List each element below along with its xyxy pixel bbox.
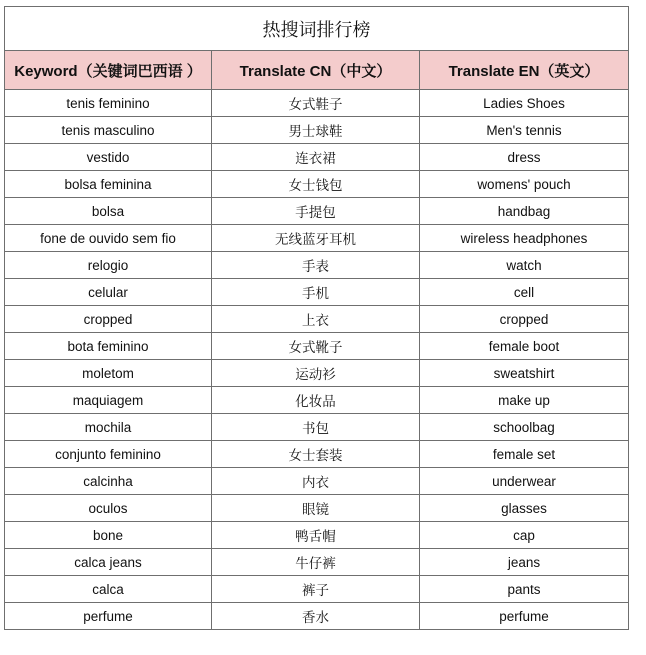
keyword-cell: fone de ouvido sem fio: [5, 225, 212, 252]
translate-en-cell: handbag: [420, 198, 629, 225]
translate-en-cell: Ladies Shoes: [420, 90, 629, 117]
translate-cn-cell: 无线蓝牙耳机: [212, 225, 420, 252]
translate-cn-cell: 化妆品: [212, 387, 420, 414]
translate-en-cell: perfume: [420, 603, 629, 630]
keyword-cell: calca jeans: [5, 549, 212, 576]
translate-cn-cell: 牛仔裤: [212, 549, 420, 576]
table-row: [5, 522, 629, 549]
keyword-cell: celular: [5, 279, 212, 306]
table-row: [5, 225, 629, 252]
keyword-cell: relogio: [5, 252, 212, 279]
translate-cn-cell: 女士套装: [212, 441, 420, 468]
column-header-translate-en: Translate EN（英文）: [420, 51, 629, 90]
keyword-cell: moletom: [5, 360, 212, 387]
translate-cn-cell: 眼镜: [212, 495, 420, 522]
table-row: [5, 252, 629, 279]
keyword-ranking-table: [4, 6, 629, 630]
keyword-cell: cropped: [5, 306, 212, 333]
keyword-cell: calcinha: [5, 468, 212, 495]
table-row: [5, 441, 629, 468]
table-row: [5, 144, 629, 171]
translate-en-cell: cropped: [420, 306, 629, 333]
keyword-cell: bolsa feminina: [5, 171, 212, 198]
translate-en-cell: schoolbag: [420, 414, 629, 441]
keyword-cell: tenis feminino: [5, 90, 212, 117]
table-row: [5, 549, 629, 576]
table-row: [5, 171, 629, 198]
table-row: [5, 603, 629, 630]
keyword-cell: vestido: [5, 144, 212, 171]
translate-en-cell: cell: [420, 279, 629, 306]
translate-en-cell: dress: [420, 144, 629, 171]
table-title-row: [5, 7, 629, 51]
translate-en-cell: Men's tennis: [420, 117, 629, 144]
keyword-cell: calca: [5, 576, 212, 603]
translate-cn-cell: 女式靴子: [212, 333, 420, 360]
table-row: [5, 306, 629, 333]
table-row: [5, 495, 629, 522]
table-row: [5, 576, 629, 603]
translate-en-cell: female set: [420, 441, 629, 468]
table-body: [5, 90, 629, 630]
translate-cn-cell: 鸭舌帽: [212, 522, 420, 549]
translate-en-cell: watch: [420, 252, 629, 279]
translate-en-cell: make up: [420, 387, 629, 414]
keyword-cell: mochila: [5, 414, 212, 441]
keyword-cell: tenis masculino: [5, 117, 212, 144]
table-row: [5, 117, 629, 144]
keyword-cell: conjunto feminino: [5, 441, 212, 468]
table-row: [5, 333, 629, 360]
translate-en-cell: womens' pouch: [420, 171, 629, 198]
column-header-keyword: Keyword（关键词巴西语 ）: [5, 51, 212, 90]
table-title: 热搜词排行榜: [5, 7, 629, 51]
keyword-cell: bone: [5, 522, 212, 549]
translate-cn-cell: 男士球鞋: [212, 117, 420, 144]
translate-cn-cell: 运动衫: [212, 360, 420, 387]
table-row: [5, 279, 629, 306]
keyword-cell: oculos: [5, 495, 212, 522]
translate-cn-cell: 手提包: [212, 198, 420, 225]
translate-cn-cell: 香水: [212, 603, 420, 630]
table-row: [5, 90, 629, 117]
translate-cn-cell: 手表: [212, 252, 420, 279]
table-row: [5, 468, 629, 495]
translate-en-cell: cap: [420, 522, 629, 549]
translate-cn-cell: 书包: [212, 414, 420, 441]
translate-en-cell: glasses: [420, 495, 629, 522]
keyword-cell: perfume: [5, 603, 212, 630]
column-header-translate-cn: Translate CN（中文）: [212, 51, 420, 90]
table-row: [5, 414, 629, 441]
translate-cn-cell: 连衣裙: [212, 144, 420, 171]
translate-cn-cell: 上衣: [212, 306, 420, 333]
translate-en-cell: jeans: [420, 549, 629, 576]
keyword-cell: maquiagem: [5, 387, 212, 414]
translate-en-cell: female boot: [420, 333, 629, 360]
translate-cn-cell: 内衣: [212, 468, 420, 495]
table-row: [5, 198, 629, 225]
translate-cn-cell: 女式鞋子: [212, 90, 420, 117]
table-header-row: [5, 51, 629, 90]
keyword-cell: bota feminino: [5, 333, 212, 360]
translate-en-cell: sweatshirt: [420, 360, 629, 387]
table-row: [5, 360, 629, 387]
translate-en-cell: wireless headphones: [420, 225, 629, 252]
translate-cn-cell: 裤子: [212, 576, 420, 603]
keyword-ranking-table-container: [4, 6, 628, 630]
keyword-cell: bolsa: [5, 198, 212, 225]
translate-cn-cell: 女士钱包: [212, 171, 420, 198]
translate-cn-cell: 手机: [212, 279, 420, 306]
table-row: [5, 387, 629, 414]
translate-en-cell: underwear: [420, 468, 629, 495]
translate-en-cell: pants: [420, 576, 629, 603]
